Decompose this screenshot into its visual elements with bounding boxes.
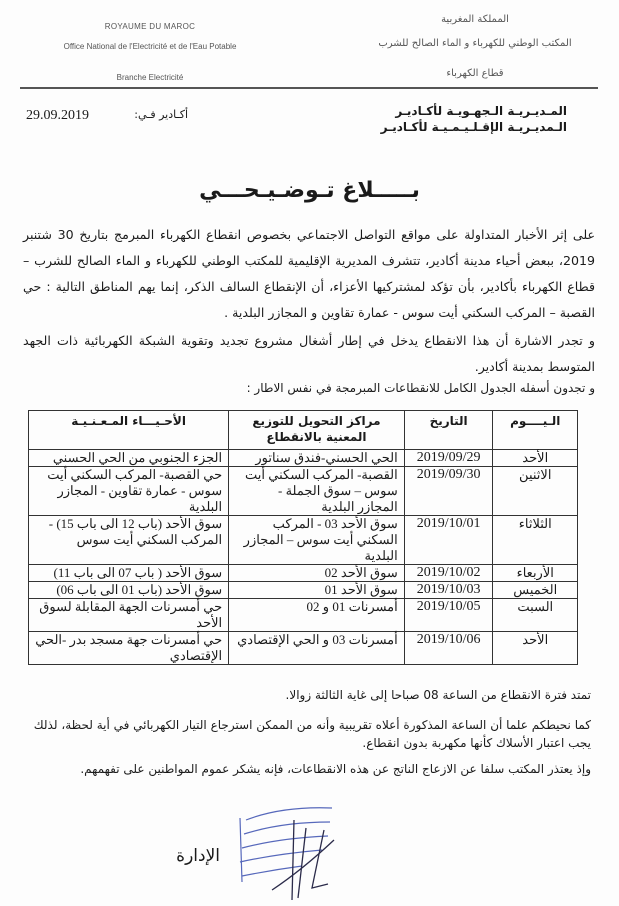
place-label: أكـادير فـي: (134, 108, 188, 121)
cell-districts: سوق الأحد (باب 12 الى باب 15) - المركب السكني أيت سوس (29, 516, 229, 565)
header-centers: مراكز التحويل للتوزيع المعنية بالانقطاع (229, 411, 405, 450)
cell-districts: حي أمسرنات الجهة المقابلة لسوق الأحد (29, 599, 229, 632)
cell-day: الثلاثاء (493, 516, 578, 565)
header-date: التاريخ (404, 411, 493, 450)
outage-schedule-table (28, 410, 578, 665)
cell-day: السبت (493, 599, 578, 632)
table-row (29, 582, 578, 599)
cell-date: 2019/10/02 (404, 565, 493, 582)
cell-centers: أمسرنات 03 و الحي الإقتصادي (229, 632, 405, 665)
cell-date: 2019/10/06 (404, 632, 493, 665)
cell-centers: الحي الحسني-فندق سناتور (229, 450, 405, 467)
cell-centers: سوق الأحد 03 - المركب السكني أيت سوس – المجازر البلدية (229, 516, 405, 565)
cell-districts: سوق الأحد (باب 01 الى باب 06) (29, 582, 229, 599)
cell-day: الخميس (493, 582, 578, 599)
cell-districts: حي القصبة- المركب السكني أيت سوس - عمارة تقاوين - المجازر البلدية (29, 467, 229, 516)
cell-centers: القصبة- المركب السكني أيت سوس – سوق الجملة - المجازر البلدية (229, 467, 405, 516)
header-fr-office: Office National de l'Electricité et de l'Eau Potable (63, 42, 237, 51)
header-districts: الأحـيـــاء المـعـنـيـة (29, 411, 229, 450)
header-ar-kingdom: المملكة المغربية (441, 14, 509, 25)
cell-date: 2019/09/30 (404, 467, 493, 516)
cell-centers: أمسرنات 01 و 02 (229, 599, 405, 632)
cell-day: الأحد (493, 632, 578, 665)
header-fr-branch: Branche Electricité (116, 73, 184, 82)
header-divider (20, 87, 598, 89)
cell-day: الأربعاء (493, 565, 578, 582)
paragraph-apology: وإذ يعتذر المكتب سلفا عن الازعاج الناتج عن هذه الانقطاعات، فإنه يشكر عموم المواطنين على تفهمهم. (80, 762, 591, 776)
cell-districts: سوق الأحد ( باب 07 الى باب 11) (29, 565, 229, 582)
paragraph-table-intro: و تجدون أسفله الجدول الكامل للانقطاعات المبرمجة في نفس الاطار : (246, 381, 595, 395)
document-date: 29.09.2019 (26, 108, 89, 123)
cell-date: 2019/10/01 (404, 516, 493, 565)
table-header-row (29, 411, 578, 450)
cell-centers: سوق الأحد 02 (229, 565, 405, 582)
header-ar-branch: قطاع الكهرباء (446, 68, 504, 79)
table-row (29, 516, 578, 565)
paragraph-note: و تجدر الاشارة أن هذا الانقطاع يدخل في إطار أشغال مشروع تجديد وتقوية الشبكة الكهربائية ذات الجهد المتوسط بمدينة أكادير. (23, 333, 595, 374)
directorate-provincial: الـمديـريـة الإقـلـيـمـيـة لأكـاديـر (380, 120, 567, 134)
table-row (29, 450, 578, 467)
cell-districts: الجزء الجنوبي من الحي الحسني (29, 450, 229, 467)
header-ar-office: المكتب الوطني للكهرباء و الماء الصالح للشرب (378, 38, 572, 49)
official-stamp-icon (232, 800, 344, 900)
table-row (29, 599, 578, 632)
cell-day: الأحد (493, 450, 578, 467)
cell-districts: حي أمسرنات جهة مسجد بدر -الحي الإقتصادي (29, 632, 229, 665)
cell-day: الاثنين (493, 467, 578, 516)
cell-date: 2019/10/03 (404, 582, 493, 599)
signature-administration: الإدارة (176, 846, 220, 866)
paragraph-intro: على إثر الأخبار المتداولة على مواقع التواصل الاجتماعي بخصوص انقطاع الكهرباء المبرمج بتاريخ 30 شتنبر 2019، ببعض أحياء مدينة أكادير، تتشرف المديرية الإقليمية للمكتب الوطني للكهرباء و الماء الصالح للشرب – قطاع الكهرباء بأكادير، بأن تؤكد لمشتركيها الأعزاء، أن الإنقطاع السالف الذكر، إنما يهم المناطق التالية : حي القصبة – المركب السكني أيت سوس - عمارة تقاوين و المجازر البلدية . (23, 227, 596, 320)
cell-centers: سوق الأحد 01 (229, 582, 405, 599)
cell-date: 2019/10/05 (404, 599, 493, 632)
cell-date: 2019/09/29 (404, 450, 493, 467)
table-row (29, 565, 578, 582)
header-day: الـيــــوم (493, 411, 578, 450)
header-fr-kingdom: ROYAUME DU MAROC (104, 22, 196, 31)
paragraph-warning: كما نحيطكم علما أن الساعة المذكورة أعلاه تقريبية وأنه من الممكن استرجاع التيار الكهربائي في أية لحظة، لذلك يجب اعتبار الأسلاك كأنها مكهربة بدون انقطاع. (33, 718, 591, 750)
document-title: بـــــلاغ تـوضـيـحـــي (199, 178, 420, 203)
directorate-regional: المـديـريـة الـجهـويـة لأكـاديـر (395, 104, 567, 118)
table-row (29, 467, 578, 516)
table-row (29, 632, 578, 665)
paragraph-duration: تمتد فترة الانقطاع من الساعة 08 صباحا إلى غاية الثالثة زوالا. (285, 688, 591, 702)
